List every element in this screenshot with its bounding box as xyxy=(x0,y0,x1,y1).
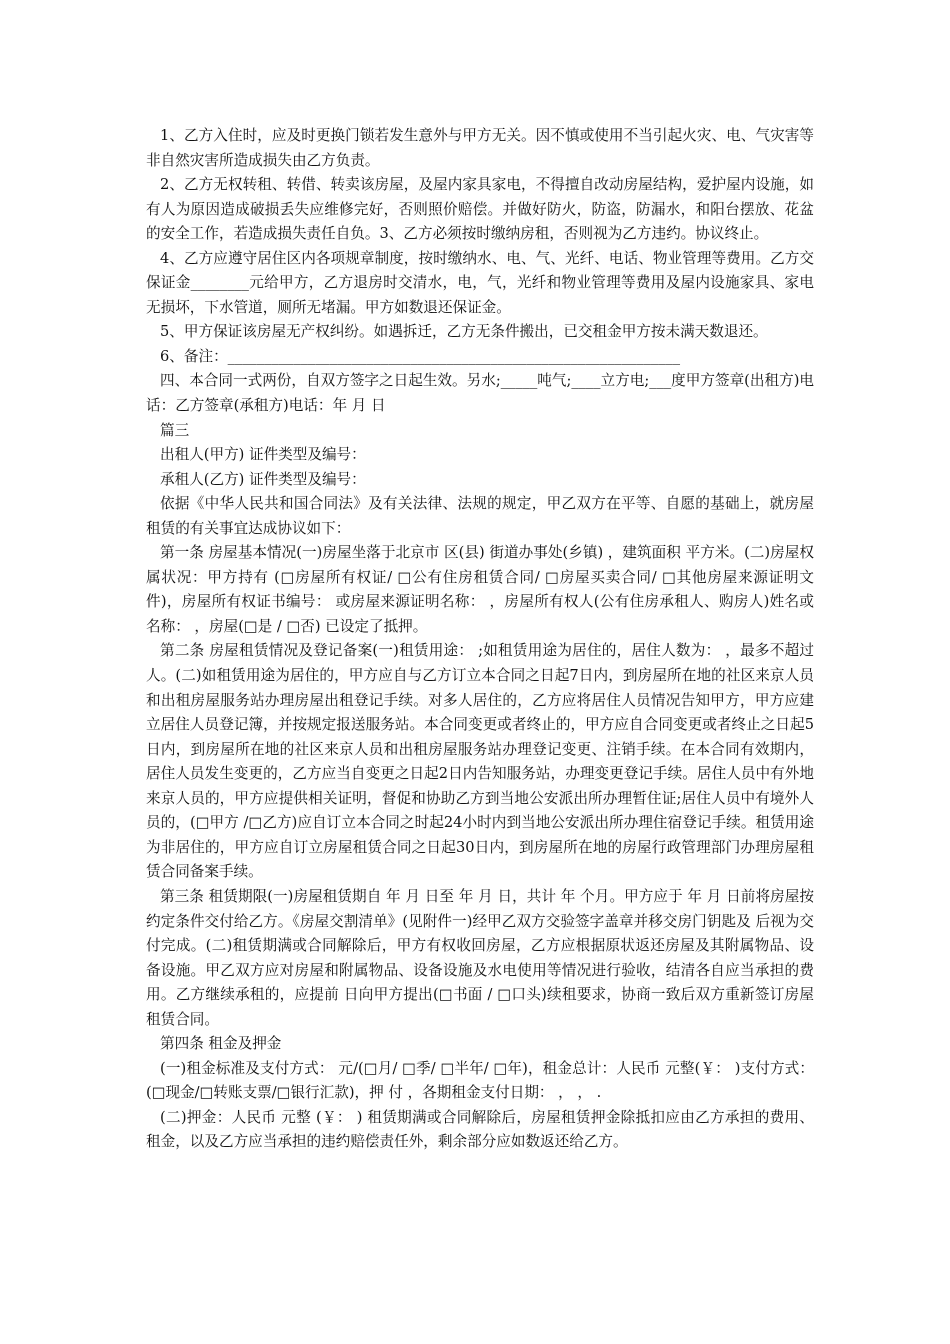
clause-5-paragraph: 5、甲方保证该房屋无产权纠纷。如遇拆迁，乙方无条件搬出，已交租金甲方按未满天数退还。 xyxy=(160,323,768,341)
clause-2-3-paragraph: 2、乙方无权转租、转借、转卖该房屋，及屋内家具家电，不得擅自改动房屋结构，爱护屋内设施，如有人为原因造成破损丢失应维修完好，否则照价赔偿。并做好防火，防盗，防漏水，和阳台摆放、花盆的安全工作，若造成损失责任自负。3、乙方必须按时缴纳房租，否则视为乙方违约。协议终止。 xyxy=(146,176,814,243)
preamble-paragraph: 依据《中华人民共和国合同法》及有关法律、法规的规定，甲乙双方在平等、自愿的基础上，就房屋租赁的有关事宜达成协议如下： xyxy=(146,495,814,537)
article-1-paragraph: 第一条 房屋基本情况(一)房屋坐落于北京市 区(县) 街道办事处(乡镇) ，建筑面积 平方米。(二)房屋权属状况：甲方持有 (□房屋所有权证/ □公有住房租赁合同/ □房屋买卖合同/ □其他房屋来源证明文件)，房屋所有权证书编号： 或房屋来源证明名称： ，房屋所有权人(公有住房承租人、购房人)姓名或名称： ，房屋(□是 / □否) 已设定了抵押。 xyxy=(146,544,814,635)
document-body xyxy=(146,124,814,1155)
rent-standard-paragraph: (一)租金标准及支付方式： 元/(□月/ □季/ □半年/ □年)，租金总计：人民币 元整(￥： )支付方式：(□现金/□转账支票/□银行汇款)，押 付 ，各期租金支付日期： ， ， . xyxy=(146,1059,814,1102)
deposit-paragraph: (二)押金：人民币 元整 (￥： ) 租赁期满或合同解除后，房屋租赁押金除抵扣应由乙方承担的费用、租金，以及乙方应当承担的违约赔偿责任外，剩余部分应如数返还给乙方。 xyxy=(146,1108,814,1151)
section-heading: 篇三 xyxy=(160,421,190,439)
clause-4-paragraph: 4、乙方应遵守居住区内各项规章制度，按时缴纳水、电、气、光纤、电话、物业管理等费用。乙方交保证金________元给甲方，乙方退房时交清水，电，气，光纤和物业管理等费用及屋内设施家具、家电无损坏，下水管道，厕所无堵漏。甲方如数退还保证金。 xyxy=(146,249,814,316)
lessor-line: 出租人(甲方) 证件类型及编号： xyxy=(160,446,366,464)
article-2-paragraph: 第二条 房屋租赁情况及登记备案(一)租赁用途： ;如租赁用途为居住的，居住人数为： ，最多不超过 人。(二)如租赁用途为居住的，甲方应自与乙方订立本合同之日起7日内，到房屋所在地的社区来京人员和出租房屋服务站办理房屋出租登记手续。对多人居住的，乙方应将居住人员情况告知甲方，甲方应建立居住人员登记簿，并按规定报送服务站。本合同变更或者终止的，甲方应自合同变更或者终止之日起5日内，到房屋所在地的社区来京人员和出租房屋服务站办理登记变更、注销手续。在本合同有效期内，居住人员发生变更的，乙方应当自变更之日起2日内告知服务站，办理变更登记手续。居住人员中有外地来京人员的，甲方应提供相关证明，督促和协助乙方到当地公安派出所办理暂住证;居住人员中有境外人员的，(□甲方 /□乙方)应自订立本合同之时起24小时内到当地公安派出所办理住宿登记手续。租赁用途为非居住的，甲方应自订立房屋租赁合同之日起30日内，到房屋所在地的房屋行政管理部门办理房屋租赁合同备案手续。 xyxy=(146,642,814,881)
article-3-paragraph: 第三条 租赁期限(一)房屋租赁期自 年 月 日至 年 月 日，共计 年 个月。甲方应于 年 月 日前将房屋按约定条件交付给乙方。《房屋交割清单》(见附件一)经甲乙双方交验签字盖章并移交房门钥匙及 后视为交付完成。(二)租赁期满或合同解除后，甲方有权收回房屋，乙方应根据原状返还房屋及其附属物品、设备设施。甲乙双方应对房屋和附属物品、设备设施及水电使用等情况进行验收，结清各自应当承担的费用。乙方继续承租的，应提前 日向甲方提出(□书面 / □口头)续租要求，协商一致后双方重新签订房屋租赁合同。 xyxy=(146,887,814,1028)
lessee-line: 承租人(乙方) 证件类型及编号： xyxy=(160,470,366,488)
remarks-paragraph: 6、备注：______________________________________________________________ xyxy=(160,347,681,365)
clause-1-paragraph: 1、乙方入住时，应及时更换门锁若发生意外与甲方无关。因不慎或使用不当引起火灾、电、气灾害等非自然灾害所造成损失由乙方负责。 xyxy=(146,127,814,169)
article-4-heading: 第四条 租金及押金 xyxy=(160,1035,282,1053)
signature-paragraph: 四、本合同一式两份，自双方签字之日起生效。另水;_____吨气;____立方电;___度甲方签章(出租方)电话：乙方签章(承租方)电话：年 月 日 xyxy=(146,372,814,415)
